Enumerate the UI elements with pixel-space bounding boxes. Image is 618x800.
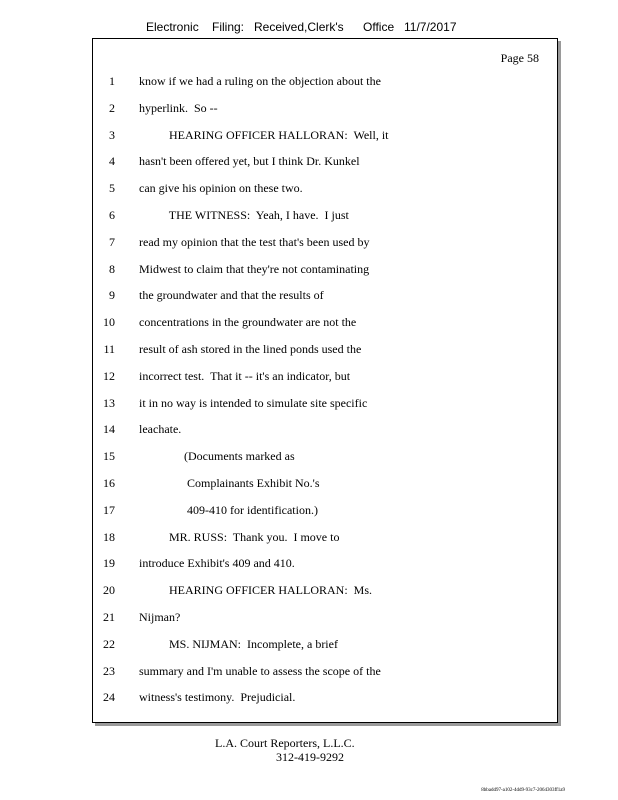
line-number: 22 [103, 636, 115, 651]
footer-phone: 312-419-9292 [276, 750, 344, 764]
line-number: 1 [109, 74, 115, 88]
line-text: Midwest to claim that they're not contaminating [139, 261, 370, 276]
line-text: read my opinion that the test that's been used by [139, 234, 370, 249]
line-number: 17 [103, 502, 115, 517]
transcript-line [93, 448, 557, 464]
transcript-line [93, 636, 557, 652]
header-received: Received,Clerk's [254, 20, 344, 34]
line-text: MS. NIJMAN: Incomplete, a brief [139, 636, 338, 651]
transcript-line [93, 689, 557, 705]
line-number: 24 [103, 690, 115, 705]
line-number: 10 [103, 315, 115, 330]
line-number: 23 [103, 663, 115, 678]
line-number: 7 [109, 234, 115, 249]
line-number: 9 [109, 288, 115, 303]
line-number: 15 [103, 449, 115, 464]
line-number: 5 [109, 181, 115, 196]
line-number: 21 [103, 610, 115, 624]
line-number: 20 [103, 583, 115, 598]
line-text: HEARING OFFICER HALLORAN: Ms. [139, 583, 373, 598]
line-text: MR. RUSS: Thank you. I move to [139, 529, 340, 544]
line-number: 16 [103, 476, 115, 490]
line-text: incorrect test. That it -- it's an indicator, but [139, 368, 351, 383]
line-number: 3 [109, 127, 115, 142]
line-number: 19 [103, 556, 115, 571]
transcript-line [93, 261, 557, 277]
line-text: result of ash stored in the lined ponds used the [139, 342, 362, 356]
line-number: 14 [103, 422, 115, 437]
transcript-line [93, 555, 557, 571]
line-text: the groundwater and that the results of [139, 288, 324, 303]
transcript-line [93, 207, 557, 223]
line-number: 18 [103, 529, 115, 544]
line-text: know if we had a ruling on the objection about the [139, 74, 381, 88]
transcript-line [93, 421, 557, 437]
transcript-line [93, 609, 557, 625]
line-text: leachate. [139, 422, 182, 437]
transcript-line [93, 368, 557, 384]
line-number: 12 [103, 368, 115, 383]
transcript-line [93, 127, 557, 143]
filing-header [0, 20, 618, 36]
line-text: (Documents marked as [139, 449, 295, 464]
transcript-line [93, 153, 557, 169]
line-number: 11 [103, 342, 115, 356]
transcript-line [93, 663, 557, 679]
transcript-line [93, 234, 557, 250]
line-text: HEARING OFFICER HALLORAN: Well, it [139, 127, 389, 142]
transcript-line [93, 395, 557, 411]
transcript-line [93, 582, 557, 598]
header-electronic: Electronic [146, 20, 199, 34]
line-text: witness's testimony. Prejudicial. [139, 690, 296, 705]
line-text: THE WITNESS: Yeah, I have. I just [139, 208, 349, 222]
page-number: Page 58 [500, 51, 539, 65]
line-text: concentrations in the groundwater are not the [139, 315, 357, 330]
line-number: 6 [109, 208, 115, 222]
transcript-page [92, 38, 558, 723]
header-office: Office [363, 20, 395, 34]
transcript-line [93, 341, 557, 357]
line-number: 2 [109, 100, 115, 115]
line-text: Complainants Exhibit No.'s [139, 476, 320, 490]
transcript-line [93, 287, 557, 303]
line-text: it in no way is intended to simulate site specific [139, 395, 368, 410]
line-text: introduce Exhibit's 409 and 410. [139, 556, 295, 571]
transcript-line [93, 475, 557, 491]
footer-company: L.A. Court Reporters, L.L.C. [215, 736, 355, 750]
line-text: can give his opinion on these two. [139, 181, 303, 196]
transcript-line [93, 529, 557, 545]
line-number: 13 [103, 395, 115, 410]
line-text: hasn't been offered yet, but I think Dr. Kunkel [139, 154, 360, 169]
line-number: 4 [109, 154, 115, 169]
line-text: hyperlink. So -- [139, 100, 218, 115]
transcript-line [93, 100, 557, 116]
header-date: 11/7/2017 [404, 20, 457, 34]
header-filing: Filing: [212, 20, 245, 34]
document-id: 8bbadd97-a102-4dd9-93c7-2064303ff1a9 [481, 788, 565, 793]
line-text: Nijman? [139, 610, 181, 624]
transcript-line [93, 314, 557, 330]
transcript-line [93, 73, 557, 89]
line-text: summary and I'm unable to assess the scope of the [139, 663, 381, 678]
transcript-line [93, 180, 557, 196]
line-number: 8 [109, 261, 115, 276]
transcript-line [93, 502, 557, 518]
line-text: 409-410 for identification.) [139, 502, 318, 517]
